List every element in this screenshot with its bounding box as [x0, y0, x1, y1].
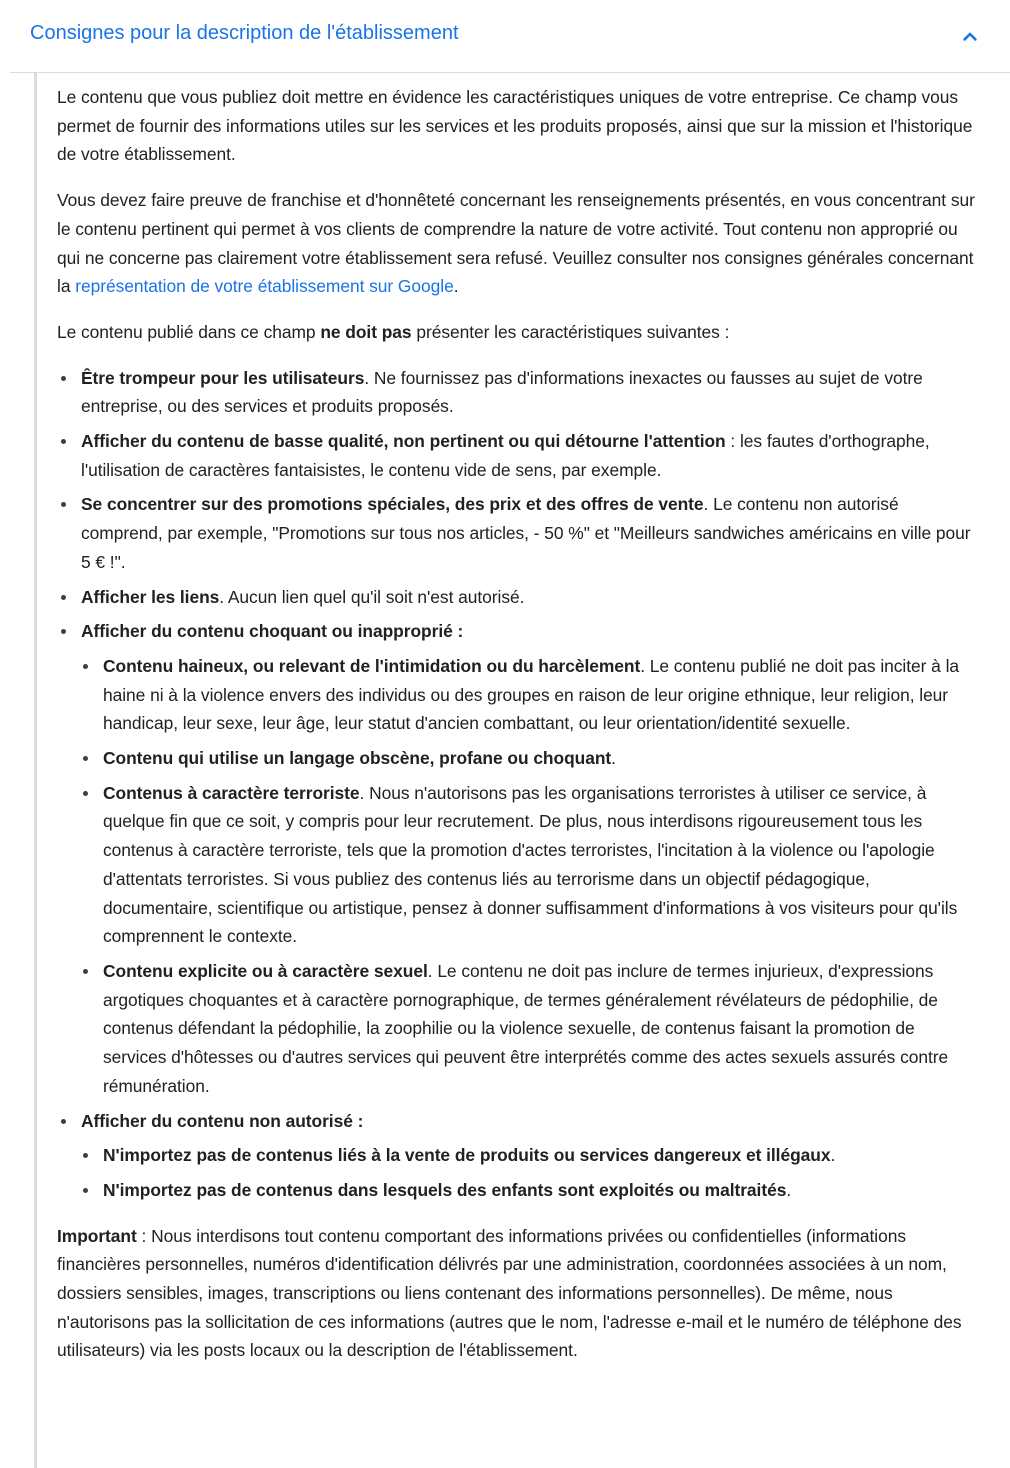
sub-rule-text: . [786, 1179, 792, 1200]
sub-rule-title: N'importez pas de contenus dans lesquels des enfants sont exploités ou maltraités [103, 1179, 787, 1200]
sub-rule-item [103, 957, 977, 1101]
intro-paragraph-2-text: Vous devez faire preuve de franchise et d'honnêteté concernant les renseignements présentés, en vous concentrant sur le contenu pertinent qui permet à vos clients de comprendre la nature de votre activité. Tout contenu non approprié ou qui ne concerne pas clairement votre établissement sera refusé. Veuillez consulter nos consignes générales concernant la [57, 190, 975, 297]
intro-p3-after: présenter les caractéristiques suivantes : [411, 321, 730, 342]
rule-title: Afficher du contenu non autorisé : [81, 1110, 364, 1131]
rule-item [81, 427, 977, 484]
rule-text: . Aucun lien quel qu'il soit n'est autorisé. [219, 586, 525, 607]
accordion-header[interactable] [10, 0, 1010, 73]
sub-rule-text: . Nous n'autorisons pas les organisations terroristes à utiliser ce service, à quelque fin que ce soit, y compris pour leur recrutement. De plus, nous interdisons rigoureusement tous les contenus à caractère terroriste, tels que la promotion d'actes terroristes, l'incitation à la violence ou l'apologie d'attentats terroristes. Si vous publiez des contenus liés au terrorisme dans un objectif pédagogique, documentaire, scientifique ou artistique, pensez à donner suffisamment d'informations à vos visiteurs pour qu'ils comprennent le contexte. [103, 782, 958, 947]
intro-paragraph-1: Le contenu que vous publiez doit mettre en évidence les caractéristiques uniques de votre entreprise. Ce champ vous permet de fournir des informations utiles sur les services et les produits proposés, ainsi que sur la mission et l'historique de votre établissement. [57, 87, 973, 165]
rule-text: . Le contenu non autorisé comprend, par exemple, "Promotions sur tous nos articles, - 50 %" et "Meilleurs sandwiches américains en ville pour 5 € !". [81, 494, 971, 572]
sub-rule-text: . [611, 748, 616, 769]
rule-title: Être trompeur pour les utilisateurs [81, 367, 365, 388]
sub-rule-title: Contenu qui utilise un langage obscène, profane ou choquant [103, 748, 612, 769]
rule-title: Afficher du contenu de basse qualité, non pertinent ou qui détourne l'attention [81, 431, 726, 452]
important-paragraph [57, 1222, 977, 1366]
rule-item [81, 1107, 977, 1205]
intro-p3-before: Le contenu publié dans ce champ [57, 321, 321, 342]
sub-rule-item [103, 1141, 977, 1170]
rule-title: Afficher du contenu choquant ou inapproprié : [81, 621, 464, 642]
intro-paragraph-2 [57, 186, 977, 301]
guidelines-body [57, 83, 977, 1382]
accordion-title[interactable]: Consignes pour la description de l'établissement [30, 22, 459, 44]
important-label: Important [57, 1225, 137, 1246]
sub-rule-title: Contenus à caractère terroriste [103, 782, 360, 803]
rule-item [81, 364, 977, 421]
rule-text: . Ne fournissez pas d'informations inexactes ou fausses au sujet de votre entreprise, ou des services et produits proposés. [81, 367, 923, 417]
sub-rule-item [103, 744, 977, 773]
sub-rule-title: Contenu explicite ou à caractère sexuel [103, 960, 428, 981]
sub-rules-list [81, 652, 977, 1101]
rule-item [81, 583, 977, 612]
chevron-up-icon[interactable] [958, 24, 982, 48]
rule-title: Afficher les liens [81, 586, 220, 607]
sub-rule-text: . Le contenu publié ne doit pas inciter à la haine ni à la violence envers des individus ou des groupes en raison de leur origine ethnique, leur religion, leur handicap, leur sexe, leur âge, leur statut d'ancien combattant, ou leur orientation/identité sexuelle. [103, 655, 959, 734]
sub-rule-item [103, 1176, 977, 1205]
important-text: : Nous interdisons tout contenu comportant des informations privées ou confidentielles (informations financières personnelles, numéros d'identification délivrés par une administration, coordonnées associées à un nom, dossiers sensibles, images, transcriptions ou liens contenant des informations personnelles). De même, nous n'autorisons pas la sollicitation de ces informations (autres que le nom, l'adresse e-mail et le numéro de téléphone des utilisateurs) via les posts locaux ou la description de l'établissement. [57, 1225, 962, 1361]
sub-rule-text: . [830, 1145, 836, 1166]
sub-rule-item [103, 779, 977, 951]
intro-paragraph-2-end: . [453, 276, 459, 297]
sub-rule-text: . Le contenu ne doit pas inclure de termes injurieux, d'expressions argotiques choquantes et à caractère pornographique, de termes généralement révélateurs de pédophilie, de contenus défendant la pédophilie, la zoophilie ou la violence sexuelle, de contenus faisant la promotion de services d'hôtesses ou d'autres services qui peuvent être interprétés comme des actes sexuels assurés contre rémunération. [103, 960, 949, 1096]
business-representation-link[interactable]: représentation de votre établissement sur Google [75, 276, 454, 297]
intro-p3-bold: ne doit pas [320, 321, 412, 342]
rules-list [57, 364, 977, 1205]
rule-item [81, 490, 977, 576]
sub-rule-title: N'importez pas de contenus liés à la vente de produits ou services dangereux et illégaux [103, 1145, 831, 1166]
rule-item [81, 617, 977, 1100]
rule-text: : les fautes d'orthographe, l'utilisation de caractères fantaisistes, le contenu vide de sens, par exemple. [81, 431, 930, 480]
sub-rule-item [103, 652, 977, 738]
accordion-content [34, 73, 981, 1468]
intro-paragraph-3 [57, 318, 977, 347]
sub-rule-title: Contenu haineux, ou relevant de l'intimidation ou du harcèlement [103, 655, 641, 676]
sub-rules-list [81, 1141, 977, 1204]
rule-title: Se concentrer sur des promotions spéciales, des prix et des offres de vente [81, 494, 704, 515]
